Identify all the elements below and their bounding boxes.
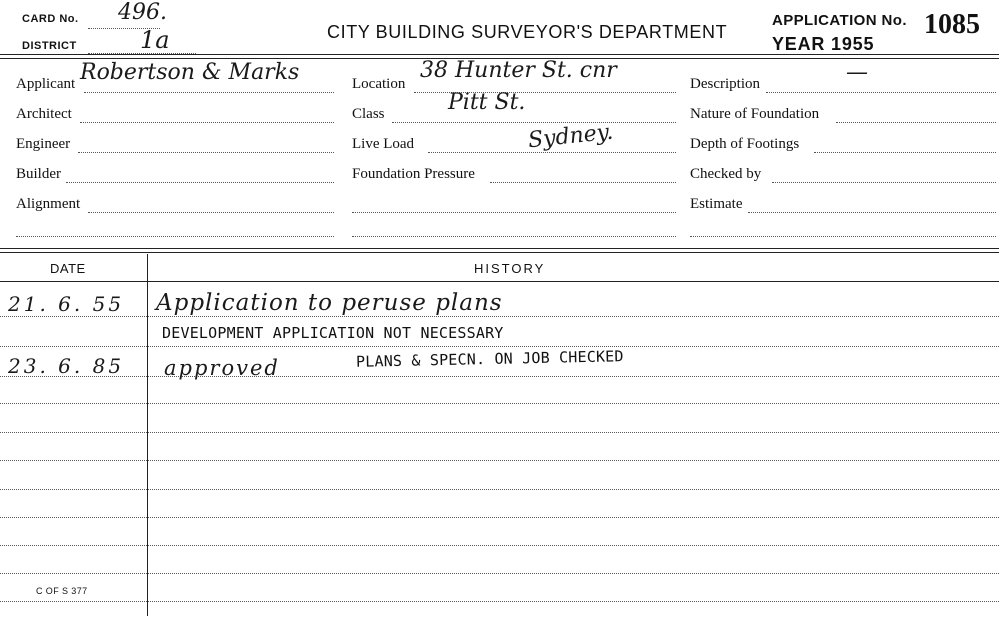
card-no-value: 496.: [118, 0, 167, 25]
history-entry-date: 21. 6. 55: [8, 292, 125, 316]
history-row-line: [0, 432, 999, 433]
district-label: DISTRICT: [22, 40, 77, 52]
class-label: Class: [352, 106, 385, 122]
history-row-line: [0, 517, 999, 518]
depth-of-footings-label: Depth of Footings: [690, 136, 800, 152]
history-row-line: [0, 316, 999, 317]
blank-line-left: [16, 236, 334, 237]
location-value-line2: Pitt St.: [448, 90, 526, 115]
description-label: Description: [690, 76, 760, 92]
architect-label: Architect: [16, 106, 72, 122]
history-entry-text: approved: [164, 356, 280, 380]
checked-by-line: [772, 182, 996, 183]
builder-line: [66, 182, 334, 183]
history-row-line: [0, 545, 999, 546]
history-entry-date: 23. 6. 85: [8, 354, 125, 378]
history-row-line: [0, 346, 999, 347]
history-entry-stamp: DEVELOPMENT APPLICATION NOT NECESSARY: [162, 324, 504, 342]
location-value-line1: 38 Hunter St. cnr: [420, 58, 617, 83]
history-row-line: [0, 376, 999, 377]
form-code: C OF S 377: [36, 586, 88, 596]
history-rule-second: [0, 252, 999, 253]
builder-label: Builder: [16, 166, 61, 182]
architect-line: [80, 122, 334, 123]
applicant-value: Robertson & Marks: [80, 60, 300, 85]
history-row-line: [0, 489, 999, 490]
live-load-line: [428, 152, 676, 153]
header-rule-top: [0, 54, 999, 55]
alignment-label: Alignment: [16, 196, 81, 212]
location-label: Location: [352, 76, 406, 92]
district-value: 1a: [140, 26, 170, 54]
history-row-line: [0, 573, 999, 574]
history-header-rule: [0, 281, 999, 282]
description-line: [766, 92, 996, 93]
alignment-line: [88, 212, 334, 213]
application-no-value: 1085: [924, 9, 980, 40]
department-title: CITY BUILDING SURVEYOR'S DEPARTMENT: [327, 22, 728, 42]
depth-of-footings-line: [814, 152, 996, 153]
nature-of-foundation-line: [836, 122, 996, 123]
column-divider: [147, 254, 148, 616]
foundation-pressure-label: Foundation Pressure: [352, 166, 475, 182]
live-load-label: Live Load: [352, 136, 415, 152]
class-line: [392, 122, 676, 123]
year-label: YEAR 1955: [772, 34, 875, 54]
engineer-label: Engineer: [16, 136, 71, 152]
checked-by-label: Checked by: [690, 166, 762, 182]
location-value-line3: Sydney.: [526, 119, 615, 154]
history-row-line: [0, 403, 999, 404]
history-rule-top: [0, 248, 999, 249]
applicant-label: Applicant: [16, 76, 76, 92]
history-column-header: HISTORY: [474, 261, 546, 276]
estimate-label: Estimate: [690, 196, 743, 212]
estimate-line: [748, 212, 996, 213]
description-value: —: [846, 60, 868, 85]
middle-blank-line: [352, 212, 676, 213]
blank-line-right: [690, 236, 996, 237]
history-row-line: [0, 601, 999, 602]
card-no-label: CARD No.: [22, 13, 79, 25]
blank-line-middle: [352, 236, 676, 237]
nature-of-foundation-label: Nature of Foundation: [690, 106, 820, 122]
foundation-pressure-line: [490, 182, 676, 183]
engineer-line: [78, 152, 334, 153]
history-row-line: [0, 460, 999, 461]
history-entry-stamp: PLANS & SPECN. ON JOB CHECKED: [355, 347, 624, 371]
applicant-line: [84, 92, 334, 93]
date-column-header: DATE: [50, 261, 86, 276]
history-entry-text: Application to peruse plans: [156, 290, 503, 316]
application-no-label: APPLICATION No.: [772, 12, 907, 29]
